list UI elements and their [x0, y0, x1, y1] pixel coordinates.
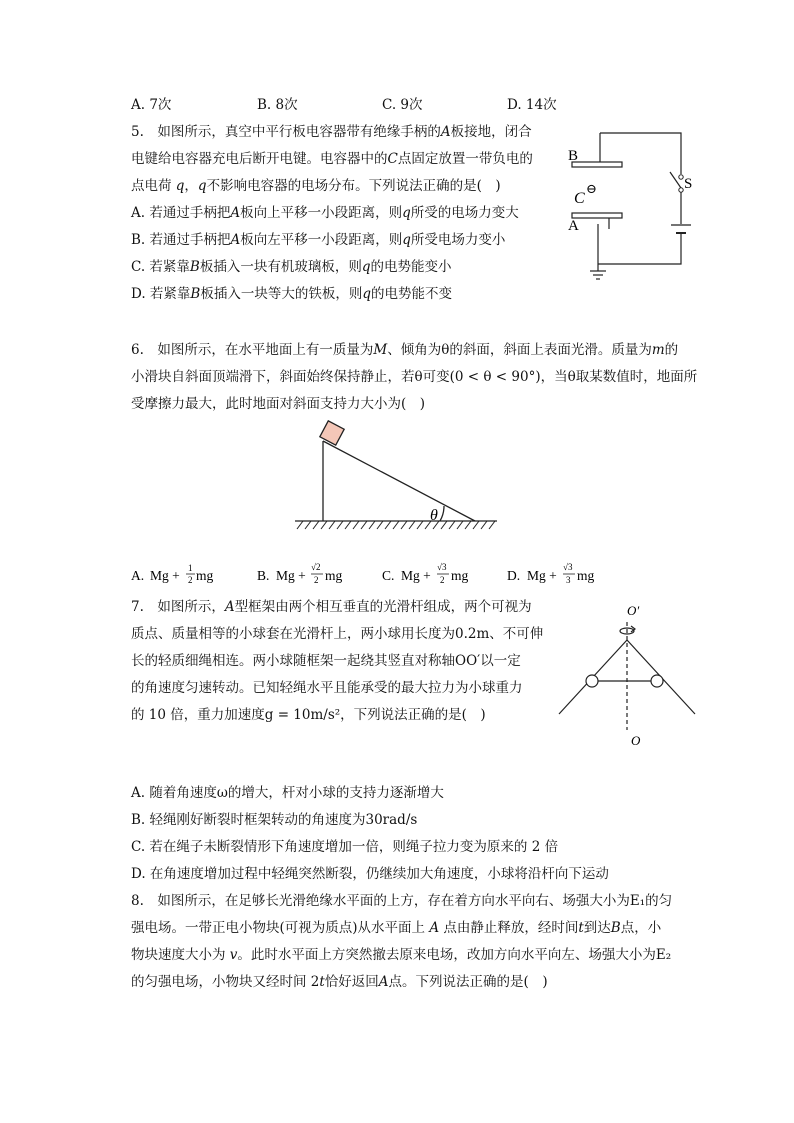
q6-option-c-letter: C.: [382, 568, 395, 583]
q5-option-d: D. 若紧靠𝐵板插入一块等大的铁板，则𝑞的电势能不变: [131, 286, 452, 302]
q8-stem-line-2: 强电场。一带正电小物块(可视为质点)从水平面上 𝐴 点由静止释放，经时间𝑡到达𝐵点，小: [131, 920, 662, 936]
q6-option-c-post: mg: [451, 568, 469, 583]
angle-theta-label: θ: [430, 507, 438, 524]
q6-stem-line-3: 受摩擦力最大，此时地面对斜面支持力大小为( ): [131, 396, 426, 412]
q6-stem-line-1: 6. 如图所示，在水平地面上有一质量为𝑀、倾角为θ的斜面，斜面上表面光滑。质量为𝑚的: [131, 342, 679, 358]
q6-option-d-post: mg: [577, 568, 595, 583]
q6-option-b-num: √2: [311, 562, 321, 572]
q8-stem-line-4: 的匀强电场，小物块又经时间 2𝑡恰好返回𝐴点。下列说法正确的是( ): [131, 974, 548, 990]
q7-option-b: B. 轻绳刚好断裂时框架转动的角速度为30rad/s: [131, 812, 418, 828]
q6-option-a-pre: Mg +: [150, 568, 180, 583]
q7-option-a: A. 随着角速度ω的增大，杆对小球的支持力逐渐增大: [131, 785, 444, 801]
q5-option-b: B. 若通过手柄把𝐴板向左平移一小段距离，则𝑞所受电场力变小: [131, 232, 506, 248]
q6-option-a-num: 1: [188, 563, 193, 573]
label-s: S: [684, 176, 693, 192]
q6-option-b-pre: Mg +: [276, 568, 306, 583]
q8-stem-line-1: 8. 如图所示，在足够长光滑绝缘水平面的上方，存在着方向水平向右、场强大小为E₁的匀: [131, 893, 673, 909]
a-frame-diagram: [552, 598, 702, 753]
q7-stem-line-4: 的角速度匀速转动。已知轻绳水平且能承受的最大拉力为小球重力: [131, 680, 523, 696]
q5-stem-line-2: 电键给电容器充电后断开电键。电容器中的𝐶点固定放置一带负电的: [131, 151, 533, 167]
q6-options: [125, 556, 625, 588]
q6-option-a-post: mg: [196, 568, 214, 583]
q6-option-a-den: 2: [188, 575, 193, 585]
q6-option-a-letter: A.: [131, 568, 145, 583]
q4-option-a: A. 7次: [131, 97, 172, 113]
q5-option-a: A. 若通过手柄把𝐴板向上平移一小段距离，则𝑞所受的电场力变大: [131, 205, 519, 221]
q6-option-c-num: √3: [437, 562, 447, 572]
left-ball-icon: [586, 675, 598, 687]
axis-bottom-label: O: [631, 733, 641, 748]
q6-stem-line-2: 小滑块自斜面顶端滑下，斜面始终保持静止，若θ可变(0 < θ < 90°)，当θ取某数值时，地面所: [131, 369, 698, 385]
right-ball-icon: [651, 675, 663, 687]
q7-option-c: C. 若在绳子未断裂情形下角速度增加一倍，则绳子拉力变为原来的 2 倍: [131, 839, 559, 855]
q7-stem-line-1: 7. 如图所示，𝐴型框架由两个相互垂直的光滑杆组成，两个可视为: [131, 599, 532, 615]
incline-diagram: [290, 420, 505, 535]
q7-stem-line-2: 质点、质量相等的小球套在光滑杆上，两小球用长度为0.2m、不可伸: [131, 626, 544, 642]
q6-option-d-num: √3: [563, 562, 573, 572]
q5-option-c: C. 若紧靠𝐵板插入一块有机玻璃板，则𝑞的电势能变小: [131, 259, 452, 275]
capacitor-circuit-diagram: [560, 124, 700, 289]
q7-stem-line-5: 的 10 倍，重力加速度g = 10m/s²，下列说法正确的是( ): [131, 707, 486, 723]
q5-stem-line-3: 点电荷 𝑞，𝑞不影响电容器的电场分布。下列说法正确的是( ): [131, 178, 501, 194]
q6-option-b-post: mg: [325, 568, 343, 583]
q4-option-d: D. 14次: [507, 97, 557, 113]
axis-top-label: O′: [627, 603, 640, 618]
label-c: C: [574, 190, 585, 207]
q4-option-b: B. 8次: [257, 97, 298, 113]
q8-stem-line-3: 物块速度大小为 𝑣。此时水平面上方突然撤去原来电场，改加方向水平向左、场强大小为E₂: [131, 947, 672, 963]
q7-option-d: D. 在角速度增加过程中轻绳突然断裂，仍继续加大角速度，小球将沿杆向下运动: [131, 866, 609, 882]
q6-option-c-pre: Mg +: [401, 568, 431, 583]
label-b: B: [568, 148, 579, 164]
q6-option-c-den: 2: [440, 575, 445, 585]
label-a: A: [568, 218, 579, 234]
negative-charge-icon: ⊖: [586, 181, 597, 196]
q6-option-b-den: 2: [314, 575, 319, 585]
q5-stem-line-1: 5. 如图所示，真空中平行板电容器带有绝缘手柄的𝐴板接地，闭合: [131, 124, 532, 140]
q4-option-c: C. 9次: [382, 97, 423, 113]
q6-option-d-letter: D.: [507, 568, 521, 583]
q7-stem-line-3: 长的轻质细绳相连。两小球随框架一起绕其竖直对称轴OO′以一定: [131, 653, 521, 669]
q6-option-d-den: 3: [566, 575, 571, 585]
q6-option-b-letter: B.: [257, 568, 270, 583]
q6-option-d-pre: Mg +: [527, 568, 557, 583]
